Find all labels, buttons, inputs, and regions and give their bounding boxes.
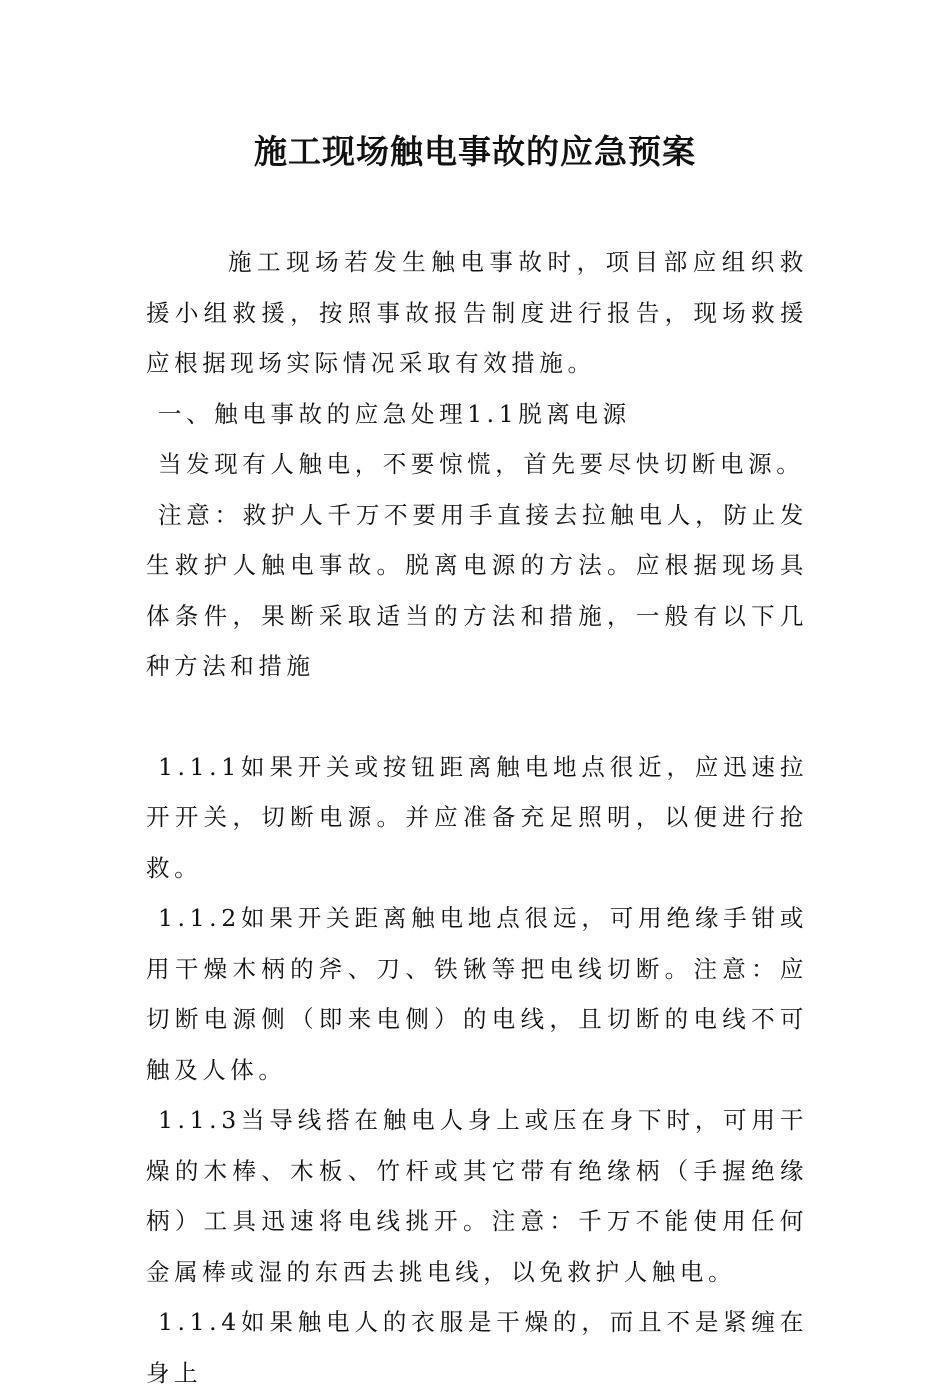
paragraph-intro: 施工现场若发生触电事故时，项目部应组织救援小组救援，按照事故报告制度进行报告，现场救援应根据现场实际情况采取有效措施。 [146,248,808,377]
document-title: 施工现场触电事故的应急预案 [254,132,696,171]
paragraph-cut-power: 当发现有人触电，不要惊慌，首先要尽快切断电源。 [158,450,805,478]
document-body [146,237,808,1398]
section-heading-1: 一、触电事故的应急处理1.1脱离电源 [158,399,631,428]
paragraph-gap [146,692,808,742]
paragraph-1-1-4: 1.1.4如果触电人的衣服是干燥的，而且不是紧缠在身上 [146,1308,808,1387]
paragraph-1-1-1: 1.1.1如果开关或按钮距离触电地点很近，应迅速拉开开关，切断电源。并应准备充足照明，以便进行抢救。 [146,752,808,882]
paragraph-1-1-3: 1.1.3当导线搭在触电人身上或压在身下时，可用干燥的木棒、木板、竹杆或其它带有绝缘柄（手握绝缘柄）工具迅速将电线挑开。注意：千万不能使用任何金属棒或湿的东西去挑电线，以免救护人触电。 [146,1106,808,1286]
paragraph-1-1-2: 1.1.2如果开关距离触电地点很远，可用绝缘手钳或用干燥木柄的斧、刀、铁锹等把电线切断。注意：应切断电源侧（即来电侧）的电线，且切断的电线不可触及人体。 [146,904,808,1084]
paragraph-note-methods: 注意：救护人千万不要用手直接去拉触电人，防止发生救护人触电事故。脱离电源的方法。应根据现场具体条件，果断采取适当的方法和措施，一般有以下几种方法和措施 [146,500,808,680]
